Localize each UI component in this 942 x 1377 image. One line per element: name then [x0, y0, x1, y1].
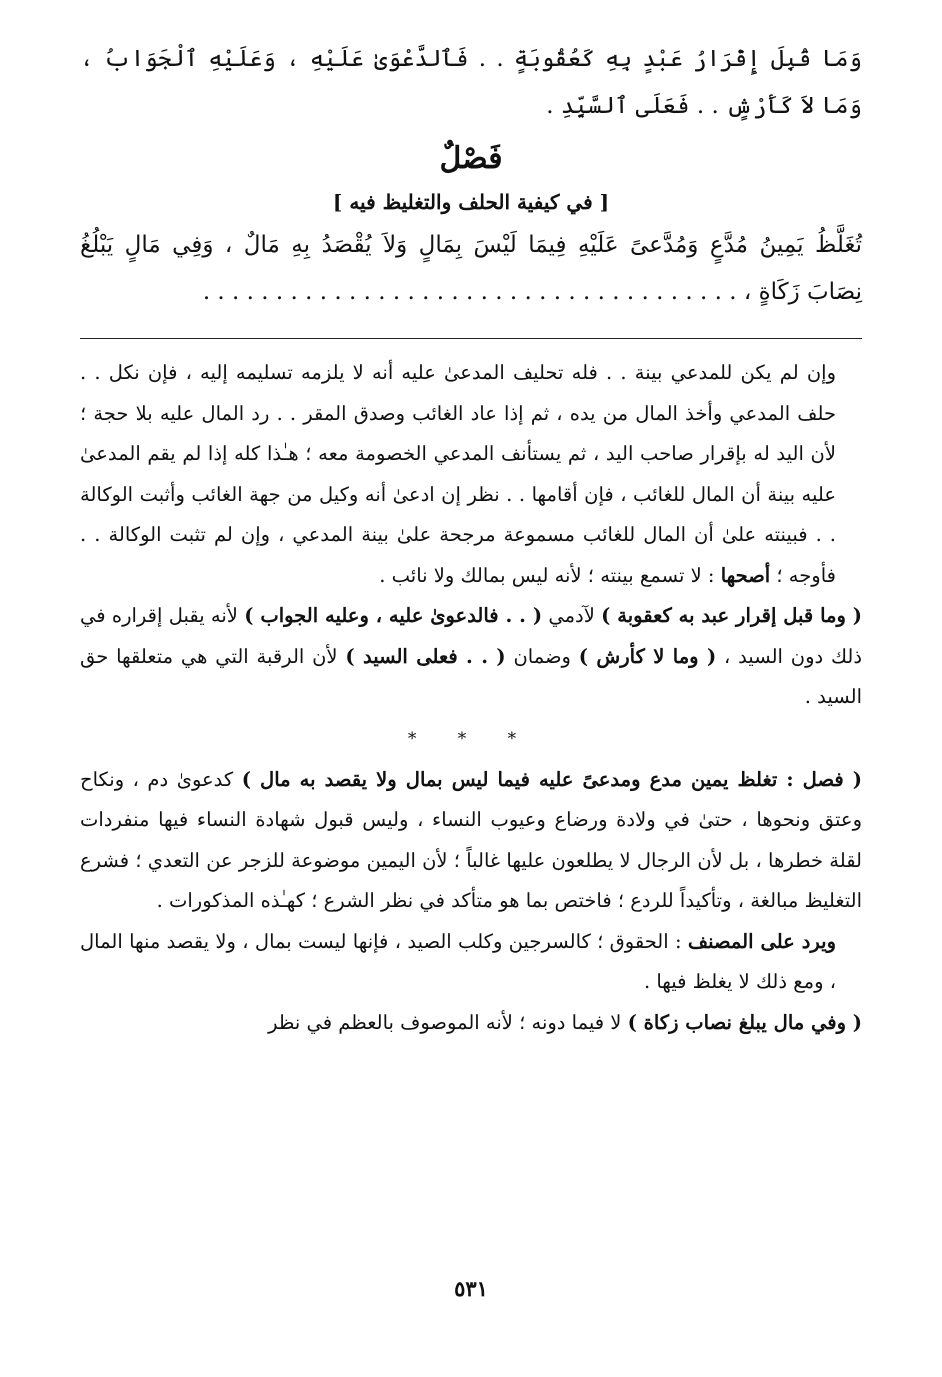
- commentary-paragraph-1: [80, 353, 862, 596]
- commentary-text: لأن الرقبة التي هي متعلقها حق السيد .: [80, 644, 862, 708]
- commentary-paragraph-3: [80, 760, 862, 922]
- commentary-text: : الحقوق ؛ كالسرجين وكلب الصيد ، فإنها ليست بمال ، ولا يقصد منها المال ، ومع ذلك لا يغلظ فيها .: [80, 929, 836, 993]
- commentary-text: : لا تسمع بينته ؛ لأنه ليس بمالك ولا نائب .: [379, 563, 715, 587]
- page-number: ٥٣١: [454, 1276, 488, 1301]
- commentary-text: كدعوىٰ دم ، ونكاح وعتق ونحوها ، حتىٰ في ولادة ورضاع وعيوب النساء ، وليس قبول شهادة النساء فيها منفردات لقلة خطرها ، بل لأن الرجال لا يطلعون عليها غالباً ؛ لأن اليمين موضوعة للزجر عن التعدي ؛ فشرع التغليظ مبالغة ، وتأكيداً للردع ؛ فاختص بما هو متأكد في نظر الشرع ؛ كهـٰذه المذكورات .: [80, 767, 862, 912]
- matn-paragraph-2: تُغَلَّظُ يَمِينُ مُدَّعٍ وَمُدَّعىً عَلَيْهِ فِيمَا لَيْسَ بِمَالٍ وَلاَ يُقْصَدُ بِهِ مَالٌ ، وَفِي مَالٍ يَبْلُغُ نِصَابَ زَكَاةٍ ، . . . . . . . . . . . . . . . . . . . . . . . . . . . . . . . . . . . . .: [80, 232, 862, 305]
- commentary-paragraph-5: [80, 1003, 862, 1044]
- commentary-bold: ويرد على المصنف: [687, 929, 836, 953]
- quoted-matn: ( وفي مال يبلغ نصاب زكاة ): [627, 1010, 862, 1034]
- quoted-matn: ( فصل : تغلظ يمين مدع ومدعىً عليه فيما ليس بمال ولا يقصد به مال ): [241, 767, 863, 791]
- quoted-matn: ( وما لا كأرش ): [578, 644, 717, 668]
- quoted-matn: ( . . فالدعوىٰ عليه ، وعليه الجواب ): [244, 604, 543, 627]
- footnote-separator: [80, 338, 862, 339]
- commentary-text: لا فيما دونه ؛ لأنه الموصوف بالعظم في نظر: [268, 1010, 622, 1034]
- fasl-heading: فَصْلٌ: [439, 141, 503, 176]
- commentary-paragraph-4: [80, 922, 862, 1003]
- fasl-subtitle: [ في كيفية الحلف والتغليظ فيه ]: [332, 190, 610, 214]
- quoted-matn: ( وما قبل إقرار عبد به كعقوبة ): [601, 604, 863, 627]
- commentary-text: وضمان: [513, 644, 571, 668]
- commentary-text: وإن لم يكن للمدعي بينة . . فله تحليف المدعىٰ عليه أنه لا يلزمه تسليمه إليه ، فإن نكل . . حلف المدعي وأخذ المال من يده ، ثم إذا عاد الغائب وصدق المقر . . رد المال عليه بلا حجة ؛ لأن اليد له بإقرار صاحب اليد ، ثم يستأنف المدعي الخصومة معه ؛ هـٰذا كله إذا لم يقم المدعىٰ عليه بينة أن المال للغائب ، فإن أقامها . . نظر إن ادعىٰ أنه وكيل من جهة الغائب وأثبت الوكالة . . فبينته علىٰ أن المال للغائب مسموعة مرجحة علىٰ بينة المدعي ، وإن لم تثبت الوكالة . . فأوجه ؛: [80, 361, 836, 587]
- book-page: [80, 36, 862, 1043]
- commentary-text: لأنه يقبل إقراره في ذلك دون السيد ،: [80, 604, 863, 668]
- commentary-bold: أصحها: [720, 563, 771, 587]
- quoted-matn: ( . . فعلى السيد ): [345, 644, 506, 668]
- section-divider-stars: * * *: [407, 728, 535, 749]
- commentary-paragraph-2: [80, 596, 862, 718]
- commentary-text: لآدمي: [548, 604, 595, 627]
- commentary: [80, 353, 862, 1043]
- matn-paragraph-1: وَمَا قُبِلَ إِقْرَارُ عَبْدٍ بِهِ كَعُقُوبَةٍ . . فَٱلدَّعْوَىٰ عَلَيْهِ ، وَعَلَيْهِ ٱلْجَوَابُ ، وَمَا لاَ كَأَرْشٍ . . فَعَلَى ٱلسَّيِّدِ .: [80, 46, 862, 119]
